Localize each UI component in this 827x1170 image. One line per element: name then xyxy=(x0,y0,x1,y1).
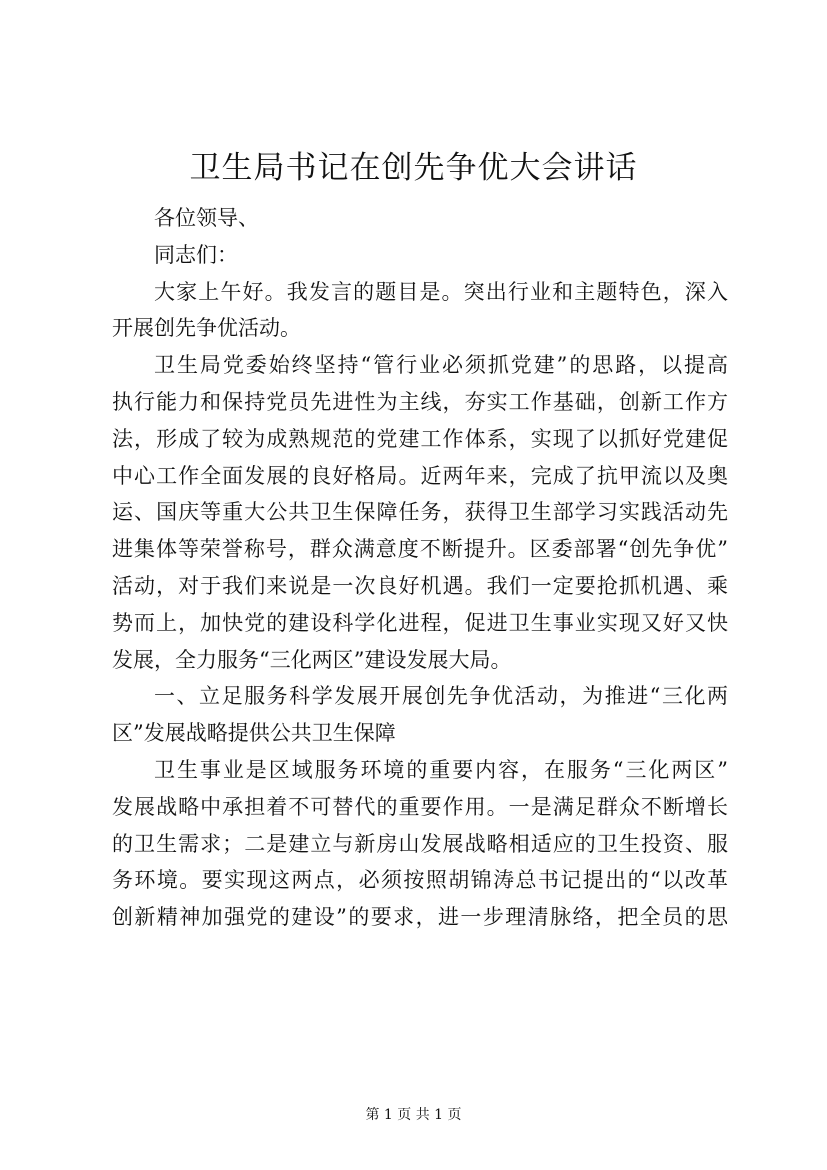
page-footer: 第 1 页 共 1 页 xyxy=(365,1107,462,1123)
document-body xyxy=(112,200,728,936)
paragraph-line: 创新精神加强党的建设”的要求，进一步理清脉络，把全员的思 xyxy=(112,905,728,930)
document-title: 卫生局书记在创先争优大会讲话 xyxy=(189,150,638,186)
paragraph-line: 执行能力和保持党员先进性为主线，夯实工作基础，创新工作方 xyxy=(112,389,728,414)
paragraph-line: 一、立足服务科学发展开展创先争优活动，为推进“三化两 xyxy=(154,684,728,709)
paragraph-line: 发展战略中承担着不可替代的重要作用。一是满足群众不断增长 xyxy=(112,794,728,819)
paragraph-line: 各位领导、 xyxy=(154,206,259,230)
paragraph-line: 开展创先争优活动。 xyxy=(112,316,301,341)
paragraph-line: 区”发展战略提供公共卫生保障 xyxy=(112,721,396,746)
paragraph-line: 中心工作全面发展的良好格局。近两年来，完成了抗甲流以及奥 xyxy=(112,463,728,488)
paragraph-line: 法，形成了较为成熟规范的党建工作体系，实现了以抓好党建促 xyxy=(112,426,728,451)
paragraph-line: 势而上，加快党的建设科学化进程，促进卫生事业实现又好又快 xyxy=(112,610,728,635)
paragraph-line: 发展，全力服务“三化两区”建设发展大局。 xyxy=(112,647,512,672)
paragraph-line: 务环境。要实现这两点，必须按照胡锦涛总书记提出的“以改革 xyxy=(112,868,728,893)
paragraph-line: 运、国庆等重大公共卫生保障任务，获得卫生部学习实践活动先 xyxy=(112,500,728,525)
paragraph-line: 的卫生需求；二是建立与新房山发展战略相适应的卫生投资、服 xyxy=(112,831,728,856)
paragraph-line: 进集体等荣誉称号，群众满意度不断提升。区委部署“创先争优” xyxy=(112,537,728,562)
paragraph-line: 大家上午好。我发言的题目是。突出行业和主题特色，深入 xyxy=(154,279,728,304)
paragraph-line: 同志们： xyxy=(154,242,238,267)
paragraph-line: 卫生局党委始终坚持“管行业必须抓党建”的思路，以提高 xyxy=(154,353,728,378)
paragraph-line: 卫生事业是区域服务环境的重要内容，在服务“三化两区” xyxy=(154,757,728,782)
paragraph-line: 活动，对于我们来说是一次良好机遇。我们一定要抢抓机遇、乘 xyxy=(112,573,728,598)
